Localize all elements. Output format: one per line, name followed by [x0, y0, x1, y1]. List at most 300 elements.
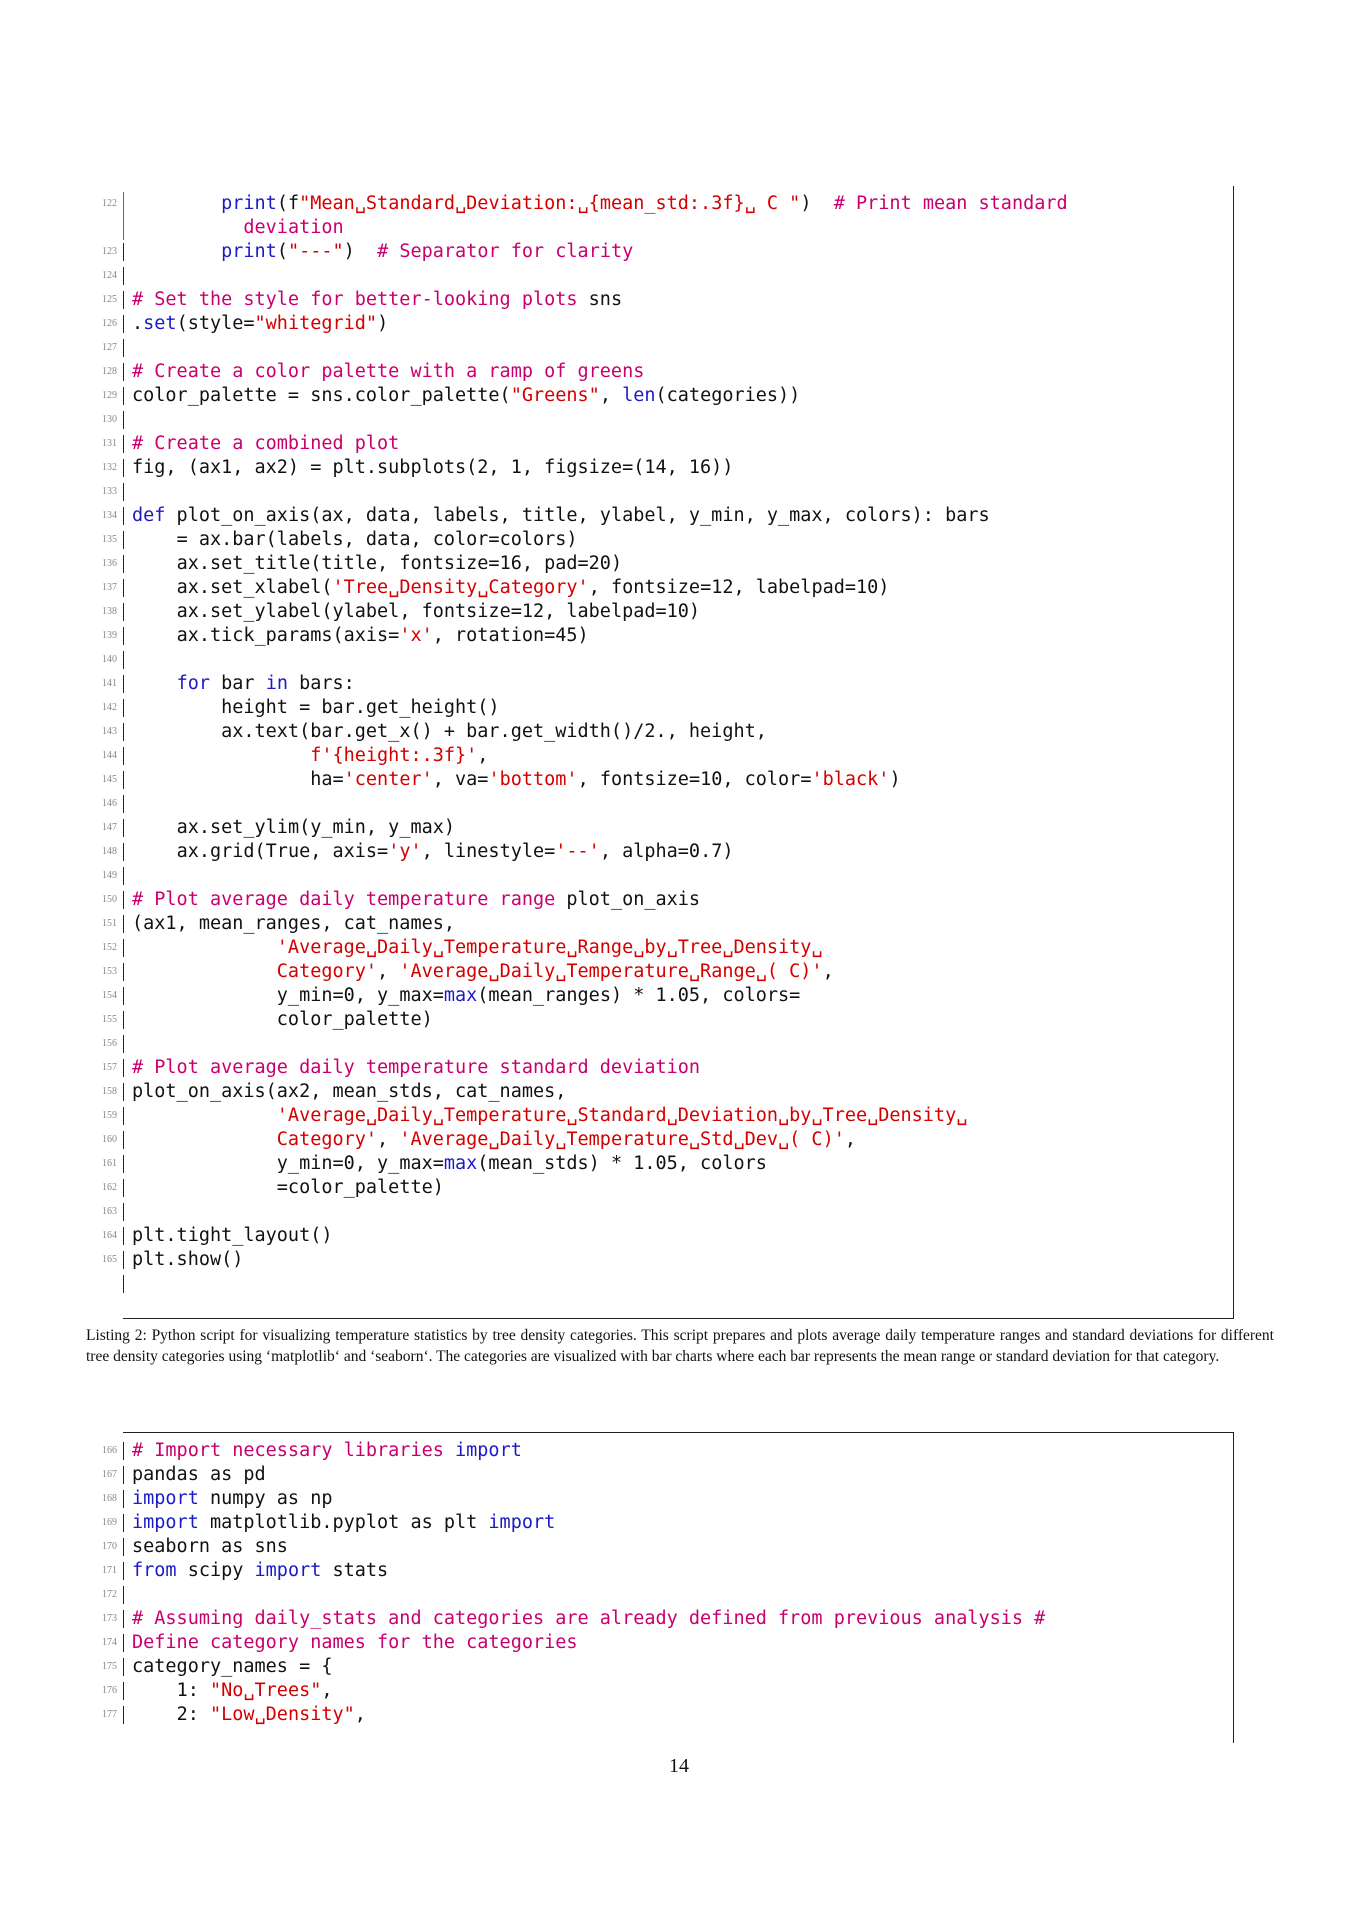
line-gutter-marker — [123, 1466, 124, 1484]
code-line — [102, 312, 1233, 336]
line-number: 174 — [102, 1637, 117, 1648]
line-gutter-marker — [123, 1131, 124, 1149]
code-text — [132, 528, 578, 552]
line-number: 135 — [102, 534, 117, 545]
code-text — [132, 816, 455, 840]
code-text — [132, 840, 733, 864]
code-text — [132, 1128, 856, 1152]
code-token: "Low␣Density" — [209, 1704, 355, 1725]
code-text — [132, 720, 767, 744]
code-token: f'{height:.3f}' — [310, 745, 478, 766]
code-token: , — [321, 1680, 333, 1701]
line-number: 149 — [102, 870, 117, 881]
code-line — [102, 720, 1233, 744]
code-line — [102, 672, 1233, 696]
code-text — [132, 1224, 332, 1248]
code-text — [132, 984, 800, 1008]
code-token: ax.grid(True, axis= — [176, 841, 389, 862]
code-line — [102, 768, 1233, 792]
line-number: 128 — [102, 366, 117, 377]
code-token: plt.tight_layout() — [132, 1225, 333, 1246]
line-gutter-marker — [123, 1011, 124, 1029]
code-text — [132, 696, 500, 720]
code-token: plot_on_axis — [555, 889, 701, 910]
code-line — [102, 384, 1233, 408]
code-text — [132, 504, 990, 528]
line-gutter-marker — [123, 699, 124, 717]
code-line — [102, 1248, 1233, 1272]
line-gutter-marker — [123, 1227, 124, 1245]
code-token: , va= — [432, 769, 489, 790]
line-number: 176 — [102, 1685, 117, 1696]
line-gutter-marker — [123, 1035, 124, 1053]
code-text — [132, 456, 733, 480]
code-token: , linestyle= — [421, 841, 556, 862]
line-gutter-marker — [123, 1107, 124, 1125]
code-token: (f — [276, 193, 300, 214]
code-token: = ax.bar(labels, data, color=colors) — [176, 529, 578, 550]
code-token: import — [488, 1512, 556, 1533]
code-line — [102, 984, 1233, 1008]
line-gutter-marker — [123, 1562, 124, 1580]
code-token: import — [455, 1440, 522, 1461]
code-text — [132, 1559, 388, 1583]
line-gutter-marker — [123, 987, 124, 1005]
code-token: numpy as np — [198, 1488, 333, 1509]
code-token: 'Average␣Daily␣Temperature␣Std␣Dev␣( C)' — [399, 1129, 845, 1150]
line-gutter-marker — [123, 1658, 124, 1676]
code-line — [102, 1080, 1233, 1104]
line-gutter-marker — [123, 1610, 124, 1628]
code-token: =color_palette) — [276, 1177, 444, 1198]
line-number: 168 — [102, 1493, 117, 1504]
code-line — [102, 792, 1233, 816]
code-token: (mean_stds) * 1.05, colors — [477, 1153, 767, 1174]
line-number: 153 — [102, 966, 117, 977]
line-number: 122 — [102, 198, 117, 209]
line-number: 157 — [102, 1062, 117, 1073]
code-text — [132, 576, 889, 600]
line-number: 154 — [102, 990, 117, 1001]
line-gutter-marker — [123, 747, 124, 765]
code-token: Category' — [276, 961, 378, 982]
line-gutter-marker — [123, 723, 124, 741]
code-token: , fontsize=10, color= — [577, 769, 812, 790]
code-text — [132, 1607, 1045, 1631]
code-text — [132, 1631, 578, 1655]
code-token: 'Average␣Daily␣Temperature␣Range␣by␣Tree␣Density␣ — [276, 937, 823, 958]
code-token: "Greens" — [510, 385, 600, 406]
code-text — [132, 1248, 243, 1272]
code-line — [102, 1703, 1233, 1727]
code-token: ax.set_title(title, fontsize=16, pad=20) — [176, 553, 623, 574]
code-token: ( — [276, 241, 288, 262]
code-token: for — [176, 673, 210, 694]
code-line — [102, 576, 1233, 600]
code-text — [132, 768, 901, 792]
code-line — [123, 216, 1233, 240]
code-line — [102, 1176, 1233, 1200]
code-line — [102, 240, 1233, 264]
code-token: sns — [577, 289, 623, 310]
code-token: (style= — [176, 313, 255, 334]
line-number: 139 — [102, 630, 117, 641]
line-gutter-marker — [123, 1490, 124, 1508]
code-token: stats — [321, 1560, 389, 1581]
code-line — [102, 1056, 1233, 1080]
code-line — [102, 288, 1233, 312]
code-token: 'bottom' — [488, 769, 578, 790]
line-gutter-marker — [123, 939, 124, 957]
code-token: ax.text(bar.get_x() + bar.get_width()/2., height, — [221, 721, 767, 742]
line-gutter-marker — [123, 963, 124, 981]
line-number: 143 — [102, 726, 117, 737]
code-token: color_palette) — [276, 1009, 433, 1030]
code-token: ax.set_ylabel(ylabel, fontsize=12, labelpad=10) — [176, 601, 701, 622]
code-text — [132, 744, 488, 768]
line-number: 167 — [102, 1469, 117, 1480]
code-line — [102, 1511, 1233, 1535]
line-number: 172 — [102, 1589, 117, 1600]
code-token: y_min=0, y_max= — [276, 1153, 444, 1174]
code-line — [102, 456, 1233, 480]
code-line — [102, 264, 1233, 288]
code-line — [102, 408, 1233, 432]
code-line — [102, 960, 1233, 984]
line-number: 169 — [102, 1517, 117, 1528]
code-text — [132, 384, 800, 408]
code-token: ax.set_xlabel( — [176, 577, 333, 598]
line-number: 161 — [102, 1158, 117, 1169]
code-line — [102, 1200, 1233, 1224]
code-token: seaborn as sns — [132, 1536, 288, 1557]
code-listing-1 — [102, 186, 1234, 1319]
code-line — [102, 360, 1233, 384]
code-line — [102, 600, 1233, 624]
code-token: . — [132, 313, 144, 334]
code-token: 'x' — [399, 625, 433, 646]
line-number: 162 — [102, 1182, 117, 1193]
code-line — [102, 432, 1233, 456]
line-gutter-marker — [123, 483, 124, 501]
line-number: 129 — [102, 390, 117, 401]
line-number: 123 — [102, 246, 117, 257]
code-token — [444, 1440, 455, 1461]
code-token: 1: — [176, 1680, 210, 1701]
code-line — [102, 1104, 1233, 1128]
line-gutter-marker — [123, 915, 124, 933]
line-gutter-marker — [123, 1586, 124, 1604]
code-text — [132, 552, 622, 576]
code-token: from — [132, 1560, 177, 1581]
line-number: 165 — [102, 1254, 117, 1265]
code-token: plot_on_axis(ax, data, labels, title, ylabel, y_min, y_max, colors): bars — [165, 505, 990, 526]
line-gutter-marker — [123, 1203, 124, 1221]
line-gutter-marker — [123, 651, 124, 669]
line-number: 142 — [102, 702, 117, 713]
line-gutter-marker — [123, 363, 124, 381]
code-token: set — [143, 313, 177, 334]
code-token: in — [265, 673, 288, 694]
line-number: 171 — [102, 1565, 117, 1576]
line-gutter-marker — [123, 1251, 124, 1269]
code-token: deviation — [243, 217, 344, 238]
code-token: ) — [377, 313, 389, 334]
code-line — [102, 552, 1233, 576]
code-token: , alpha=0.7) — [599, 841, 734, 862]
code-text — [132, 1439, 522, 1463]
code-token: , — [377, 1129, 400, 1150]
code-line — [102, 624, 1233, 648]
line-number: 163 — [102, 1206, 117, 1217]
code-token: matplotlib.pyplot as plt — [198, 1512, 489, 1533]
code-text — [132, 1080, 566, 1104]
code-token: Category' — [276, 1129, 378, 1150]
code-line — [102, 1463, 1233, 1487]
code-text — [132, 1008, 433, 1032]
code-text — [132, 1487, 332, 1511]
code-line — [102, 912, 1233, 936]
line-gutter-marker — [123, 627, 124, 645]
code-token: import — [132, 1512, 199, 1533]
code-token: max — [443, 985, 478, 1006]
line-number: 151 — [102, 918, 117, 929]
code-token: len — [622, 385, 656, 406]
line-number: 177 — [102, 1709, 117, 1720]
code-line — [102, 696, 1233, 720]
code-line — [102, 1607, 1233, 1631]
line-gutter-marker — [123, 411, 124, 429]
code-token: # Create a combined plot — [132, 433, 400, 454]
code-line — [102, 816, 1233, 840]
code-token: color_palette = sns.color_palette( — [132, 385, 511, 406]
line-gutter-marker — [123, 1083, 124, 1101]
line-number: 138 — [102, 606, 117, 617]
line-number: 166 — [102, 1445, 117, 1456]
line-gutter-marker — [123, 795, 124, 813]
code-line — [102, 504, 1233, 528]
code-token: # Print mean standard — [833, 193, 1068, 214]
code-text — [132, 432, 399, 456]
code-token: # Separator for clarity — [377, 241, 634, 262]
line-gutter-marker — [123, 771, 124, 789]
line-gutter-marker — [123, 579, 124, 597]
line-number: 124 — [102, 270, 117, 281]
code-line — [102, 1152, 1233, 1176]
code-line — [102, 744, 1233, 768]
line-number: 173 — [102, 1613, 117, 1624]
code-listing-2 — [102, 1432, 1234, 1743]
code-text — [132, 1463, 266, 1487]
code-token: scipy — [176, 1560, 255, 1581]
code-token: height = bar.get_height() — [221, 697, 500, 718]
line-gutter-marker — [123, 1059, 124, 1077]
code-line — [102, 1655, 1233, 1679]
code-token: ax.tick_params(axis= — [176, 625, 400, 646]
code-line — [102, 528, 1233, 552]
line-gutter-marker — [123, 1538, 124, 1556]
line-gutter-marker — [123, 867, 124, 885]
code-line — [102, 1559, 1233, 1583]
line-number: 160 — [102, 1134, 117, 1145]
code-line — [102, 1439, 1233, 1463]
code-token: , — [354, 1704, 366, 1725]
code-token: 'Tree␣Density␣Category' — [332, 577, 589, 598]
code-token: import — [254, 1560, 322, 1581]
code-text — [132, 600, 700, 624]
line-number: 131 — [102, 438, 117, 449]
code-line — [102, 1535, 1233, 1559]
line-number: 137 — [102, 582, 117, 593]
code-token: 2: — [176, 1704, 210, 1725]
code-line — [102, 840, 1233, 864]
line-gutter-marker — [123, 1275, 124, 1293]
code-token: "No␣Trees" — [209, 1680, 322, 1701]
code-line — [102, 192, 1233, 216]
line-number: 158 — [102, 1086, 117, 1097]
line-number: 150 — [102, 894, 117, 905]
line-gutter-marker — [123, 675, 124, 693]
line-number: 147 — [102, 822, 117, 833]
code-token: , — [477, 745, 489, 766]
code-token: # Assuming daily_stats and categories are already defined from previous analysis # — [132, 1608, 1046, 1629]
page-number: 14 — [669, 1755, 689, 1777]
listing-caption: Listing 2: Python script for visualizing temperature statistics by tree density categories. This script prepares and plots average daily temperature ranges and standard deviations for different tree density categories using ‘matplotlib‘ and ‘seaborn‘. The categories are visualized with bar charts where each bar represents the mean range or standard deviation for that category. — [86, 1327, 1274, 1365]
line-wrap-marker — [123, 192, 124, 216]
line-number: 127 — [102, 342, 117, 353]
line-number: 148 — [102, 846, 117, 857]
line-gutter-marker — [123, 387, 124, 405]
code-line — [102, 1008, 1233, 1032]
code-token: ha= — [310, 769, 344, 790]
code-token: import — [132, 1488, 199, 1509]
line-gutter-marker — [123, 819, 124, 837]
line-gutter-marker — [123, 267, 124, 285]
code-text — [132, 672, 355, 696]
code-text — [132, 1176, 444, 1200]
code-token: ) — [889, 769, 901, 790]
code-line — [102, 1224, 1233, 1248]
code-token: 'Average␣Daily␣Temperature␣Standard␣Deviation␣by␣Tree␣Density␣ — [276, 1105, 968, 1126]
line-number: 156 — [102, 1038, 117, 1049]
code-token: ) — [800, 193, 834, 214]
line-number: 144 — [102, 750, 117, 761]
line-number: 141 — [102, 678, 117, 689]
code-line — [102, 888, 1233, 912]
code-text — [132, 1152, 767, 1176]
line-gutter-marker — [123, 339, 124, 357]
code-text — [132, 288, 622, 312]
code-line — [102, 936, 1233, 960]
line-number: 125 — [102, 294, 117, 305]
code-line — [102, 336, 1233, 360]
code-token: ax.set_ylim(y_min, y_max) — [176, 817, 456, 838]
code-token: 'y' — [388, 841, 422, 862]
code-line — [102, 480, 1233, 504]
line-gutter-marker — [123, 291, 124, 309]
line-number: 152 — [102, 942, 117, 953]
code-token: , — [599, 385, 623, 406]
code-token: fig, (ax1, ax2) = plt.subplots(2, 1, figsize=(14, 16)) — [132, 457, 734, 478]
code-line — [102, 1128, 1233, 1152]
line-number: 136 — [102, 558, 117, 569]
line-number: 132 — [102, 462, 117, 473]
code-token: "---" — [287, 241, 344, 262]
code-token: 'Average␣Daily␣Temperature␣Range␣( C)' — [399, 961, 823, 982]
code-token: # Import necessary libraries — [132, 1440, 444, 1461]
code-token: Define category names for the categories — [132, 1632, 578, 1653]
code-token: bars: — [287, 673, 355, 694]
code-token: 'black' — [811, 769, 890, 790]
line-gutter-marker — [123, 1442, 124, 1460]
code-text — [132, 312, 388, 336]
code-token: "Mean␣Standard␣Deviation:␣{mean_std:.3f}␣ C " — [299, 193, 801, 214]
code-text — [132, 216, 344, 240]
line-gutter-marker — [123, 1155, 124, 1173]
line-gutter-marker — [123, 1682, 124, 1700]
line-gutter-marker — [123, 1634, 124, 1652]
line-gutter-marker — [123, 1514, 124, 1532]
code-line — [102, 1583, 1233, 1607]
code-text — [132, 1655, 332, 1679]
line-number: 146 — [102, 798, 117, 809]
line-number: 140 — [102, 654, 117, 665]
code-line — [102, 1679, 1233, 1703]
line-gutter-marker — [123, 315, 124, 333]
line-gutter-marker — [123, 459, 124, 477]
code-token: def — [132, 505, 166, 526]
line-gutter-marker — [123, 507, 124, 525]
code-token: # Plot average daily temperature range — [132, 889, 556, 910]
code-line — [102, 864, 1233, 888]
line-number: 155 — [102, 1014, 117, 1025]
line-number: 164 — [102, 1230, 117, 1241]
code-text — [132, 360, 644, 384]
code-token: "whitegrid" — [254, 313, 378, 334]
code-text — [132, 240, 633, 264]
code-line — [102, 648, 1233, 672]
line-number: 130 — [102, 414, 117, 425]
code-token: max — [443, 1153, 478, 1174]
code-text — [132, 888, 700, 912]
line-number: 126 — [102, 318, 117, 329]
line-gutter-marker — [123, 603, 124, 621]
line-gutter-marker — [123, 891, 124, 909]
code-token: , — [822, 961, 834, 982]
code-token: bar — [209, 673, 266, 694]
code-text — [132, 936, 823, 960]
code-line — [123, 1272, 1233, 1296]
code-token: (ax1, mean_ranges, cat_names, — [132, 913, 456, 934]
code-token: , — [844, 1129, 856, 1150]
code-token: '--' — [555, 841, 600, 862]
code-text — [132, 1511, 555, 1535]
code-token: ) — [343, 241, 378, 262]
code-token: print — [221, 241, 277, 262]
line-gutter-marker — [123, 555, 124, 573]
code-token: , fontsize=12, labelpad=10) — [588, 577, 890, 598]
code-token: pandas as pd — [132, 1464, 266, 1485]
line-gutter-marker — [123, 1179, 124, 1197]
line-number: 159 — [102, 1110, 117, 1121]
line-gutter-marker — [123, 243, 124, 261]
code-text — [132, 192, 1068, 216]
line-number: 175 — [102, 1661, 117, 1672]
line-wrap-marker — [123, 216, 124, 240]
line-number: 133 — [102, 486, 117, 497]
code-token: # Set the style for better-looking plots — [132, 289, 578, 310]
line-gutter-marker — [123, 531, 124, 549]
